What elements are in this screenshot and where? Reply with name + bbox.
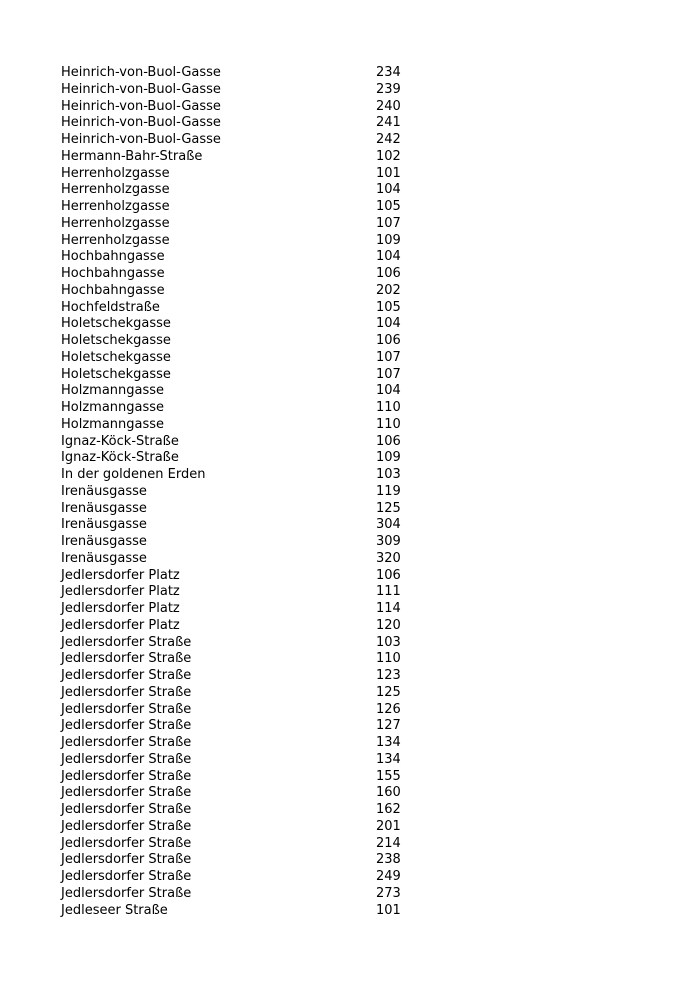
street-name: Jedlersdorfer Straße — [61, 802, 192, 817]
house-number: 309 — [376, 534, 401, 549]
street-name: Holetschekgasse — [61, 349, 171, 365]
street-name: Jedlersdorfer Straße — [61, 835, 192, 851]
house-number: 104 — [376, 316, 401, 332]
house-number: 240 — [376, 98, 401, 114]
house-number: 102 — [376, 148, 401, 164]
street-name: Jedlersdorfer Straße — [61, 701, 192, 717]
list-row — [61, 802, 461, 819]
house-number: 109 — [376, 232, 401, 248]
list-row — [61, 785, 461, 802]
house-number: 201 — [376, 818, 401, 834]
street-name: Irenäusgasse — [61, 534, 147, 549]
house-number: 101 — [376, 165, 401, 181]
street-name: Herrenholzgasse — [61, 199, 170, 214]
street-name: Holzmanngasse — [61, 416, 165, 432]
street-name: Jedlersdorfer Straße — [61, 684, 192, 700]
house-number: 119 — [376, 483, 401, 499]
list-row — [61, 752, 461, 769]
list-row — [61, 65, 461, 82]
list-row — [61, 400, 461, 417]
house-number: 273 — [376, 885, 401, 901]
list-row — [61, 702, 461, 719]
house-number: 103 — [376, 634, 401, 650]
list-row — [61, 836, 461, 853]
house-number: 242 — [376, 132, 401, 147]
street-name: Holetschekgasse — [61, 316, 171, 332]
house-number: 110 — [376, 651, 401, 667]
house-number: 110 — [376, 400, 401, 415]
street-name: Jedlersdorfer Straße — [61, 668, 192, 683]
list-row — [61, 903, 461, 920]
list-row — [61, 651, 461, 668]
house-number: 106 — [376, 567, 401, 583]
house-number: 249 — [376, 869, 401, 884]
house-number: 134 — [376, 751, 401, 767]
house-number: 106 — [376, 266, 401, 281]
list-row — [61, 300, 461, 317]
list-row — [61, 450, 461, 467]
list-row — [61, 99, 461, 116]
list-row — [61, 501, 461, 518]
list-row — [61, 584, 461, 601]
street-name: Ignaz-Köck-Straße — [61, 433, 179, 449]
street-name: Heinrich-von-Buol-Gasse — [61, 65, 221, 80]
house-number: 107 — [376, 366, 401, 382]
list-row — [61, 484, 461, 501]
list-row — [61, 283, 461, 300]
house-number: 304 — [376, 517, 401, 533]
list-row — [61, 517, 461, 534]
list-row — [61, 685, 461, 702]
house-number: 104 — [376, 182, 401, 198]
list-row — [61, 434, 461, 451]
house-number: 155 — [376, 768, 401, 784]
list-row — [61, 551, 461, 568]
house-number: 160 — [376, 785, 401, 801]
street-name: Hochbahngasse — [61, 249, 165, 265]
house-number: 126 — [376, 701, 401, 717]
list-row — [61, 333, 461, 350]
list-row — [61, 182, 461, 199]
street-number-list — [61, 65, 461, 919]
list-row — [61, 115, 461, 132]
list-row — [61, 383, 461, 400]
list-row — [61, 467, 461, 484]
house-number: 109 — [376, 450, 401, 466]
list-row — [61, 233, 461, 250]
street-name: Jedlersdorfer Straße — [61, 651, 192, 667]
street-name: In der goldenen Erden — [61, 467, 206, 482]
list-row — [61, 769, 461, 786]
street-name: Heinrich-von-Buol-Gasse — [61, 132, 221, 147]
list-row — [61, 819, 461, 836]
house-number: 111 — [376, 584, 401, 600]
street-name: Holzmanngasse — [61, 383, 165, 399]
house-number: 238 — [376, 852, 401, 868]
house-number: 104 — [376, 249, 401, 265]
house-number: 114 — [376, 601, 401, 616]
street-name: Hochfeldstraße — [61, 299, 160, 315]
list-row — [61, 668, 461, 685]
street-name: Irenäusgasse — [61, 483, 147, 499]
street-name: Jedlersdorfer Straße — [61, 885, 192, 901]
list-row — [61, 82, 461, 99]
street-name: Jedlersdorfer Straße — [61, 852, 192, 868]
street-name: Jedlersdorfer Platz — [61, 601, 180, 616]
house-number: 110 — [376, 416, 401, 432]
list-row — [61, 601, 461, 618]
house-number: 127 — [376, 718, 401, 734]
list-row — [61, 266, 461, 283]
house-number: 123 — [376, 668, 401, 683]
list-row — [61, 735, 461, 752]
street-name: Irenäusgasse — [61, 550, 147, 566]
house-number: 106 — [376, 433, 401, 449]
street-name: Heinrich-von-Buol-Gasse — [61, 81, 221, 97]
street-name: Jedlersdorfer Straße — [61, 718, 192, 734]
list-row — [61, 618, 461, 635]
street-name: Jedlersdorfer Straße — [61, 735, 192, 750]
house-number: 107 — [376, 349, 401, 365]
street-name: Holetschekgasse — [61, 366, 171, 382]
list-row — [61, 350, 461, 367]
list-row — [61, 316, 461, 333]
house-number: 214 — [376, 835, 401, 851]
street-name: Hochbahngasse — [61, 282, 165, 298]
street-name: Holetschekgasse — [61, 333, 171, 348]
list-row — [61, 886, 461, 903]
street-name: Jedlersdorfer Straße — [61, 634, 192, 650]
house-number: 104 — [376, 383, 401, 399]
street-name: Heinrich-von-Buol-Gasse — [61, 115, 221, 131]
house-number: 162 — [376, 802, 401, 817]
house-number: 106 — [376, 333, 401, 348]
street-name: Ignaz-Köck-Straße — [61, 450, 179, 466]
list-row — [61, 718, 461, 735]
house-number: 202 — [376, 282, 401, 298]
house-number: 103 — [376, 467, 401, 482]
list-row — [61, 635, 461, 652]
list-row — [61, 149, 461, 166]
street-name: Heinrich-von-Buol-Gasse — [61, 98, 221, 114]
house-number: 120 — [376, 617, 401, 633]
list-row — [61, 132, 461, 149]
street-name: Herrenholzgasse — [61, 215, 170, 231]
street-name: Jedlersdorfer Platz — [61, 567, 180, 583]
street-name: Jedlersdorfer Platz — [61, 584, 180, 600]
street-name: Jedlersdorfer Straße — [61, 818, 192, 834]
street-name: Jedlersdorfer Straße — [61, 785, 192, 801]
street-name: Irenäusgasse — [61, 500, 147, 516]
list-row — [61, 367, 461, 384]
house-number: 125 — [376, 684, 401, 700]
street-name: Jedlersdorfer Straße — [61, 751, 192, 767]
street-name: Holzmanngasse — [61, 400, 165, 415]
street-name: Herrenholzgasse — [61, 182, 170, 198]
house-number: 241 — [376, 115, 401, 131]
street-name: Jedlersdorfer Platz — [61, 617, 180, 633]
house-number: 105 — [376, 299, 401, 315]
house-number: 101 — [376, 902, 401, 918]
street-name: Hochbahngasse — [61, 266, 165, 281]
list-row — [61, 852, 461, 869]
list-row — [61, 568, 461, 585]
street-name: Hermann-Bahr-Straße — [61, 148, 203, 164]
street-name: Herrenholzgasse — [61, 165, 170, 181]
street-name: Herrenholzgasse — [61, 232, 170, 248]
house-number: 234 — [376, 65, 401, 80]
list-row — [61, 869, 461, 886]
list-row — [61, 216, 461, 233]
house-number: 125 — [376, 500, 401, 516]
list-row — [61, 534, 461, 551]
house-number: 134 — [376, 735, 401, 750]
house-number: 107 — [376, 215, 401, 231]
house-number: 239 — [376, 81, 401, 97]
list-row — [61, 166, 461, 183]
house-number: 320 — [376, 550, 401, 566]
list-row — [61, 417, 461, 434]
street-name: Jedlersdorfer Straße — [61, 768, 192, 784]
list-row — [61, 199, 461, 216]
street-name: Jedleseer Straße — [61, 902, 168, 918]
street-name: Irenäusgasse — [61, 517, 147, 533]
house-number: 105 — [376, 199, 401, 214]
street-name: Jedlersdorfer Straße — [61, 869, 192, 884]
list-row — [61, 249, 461, 266]
